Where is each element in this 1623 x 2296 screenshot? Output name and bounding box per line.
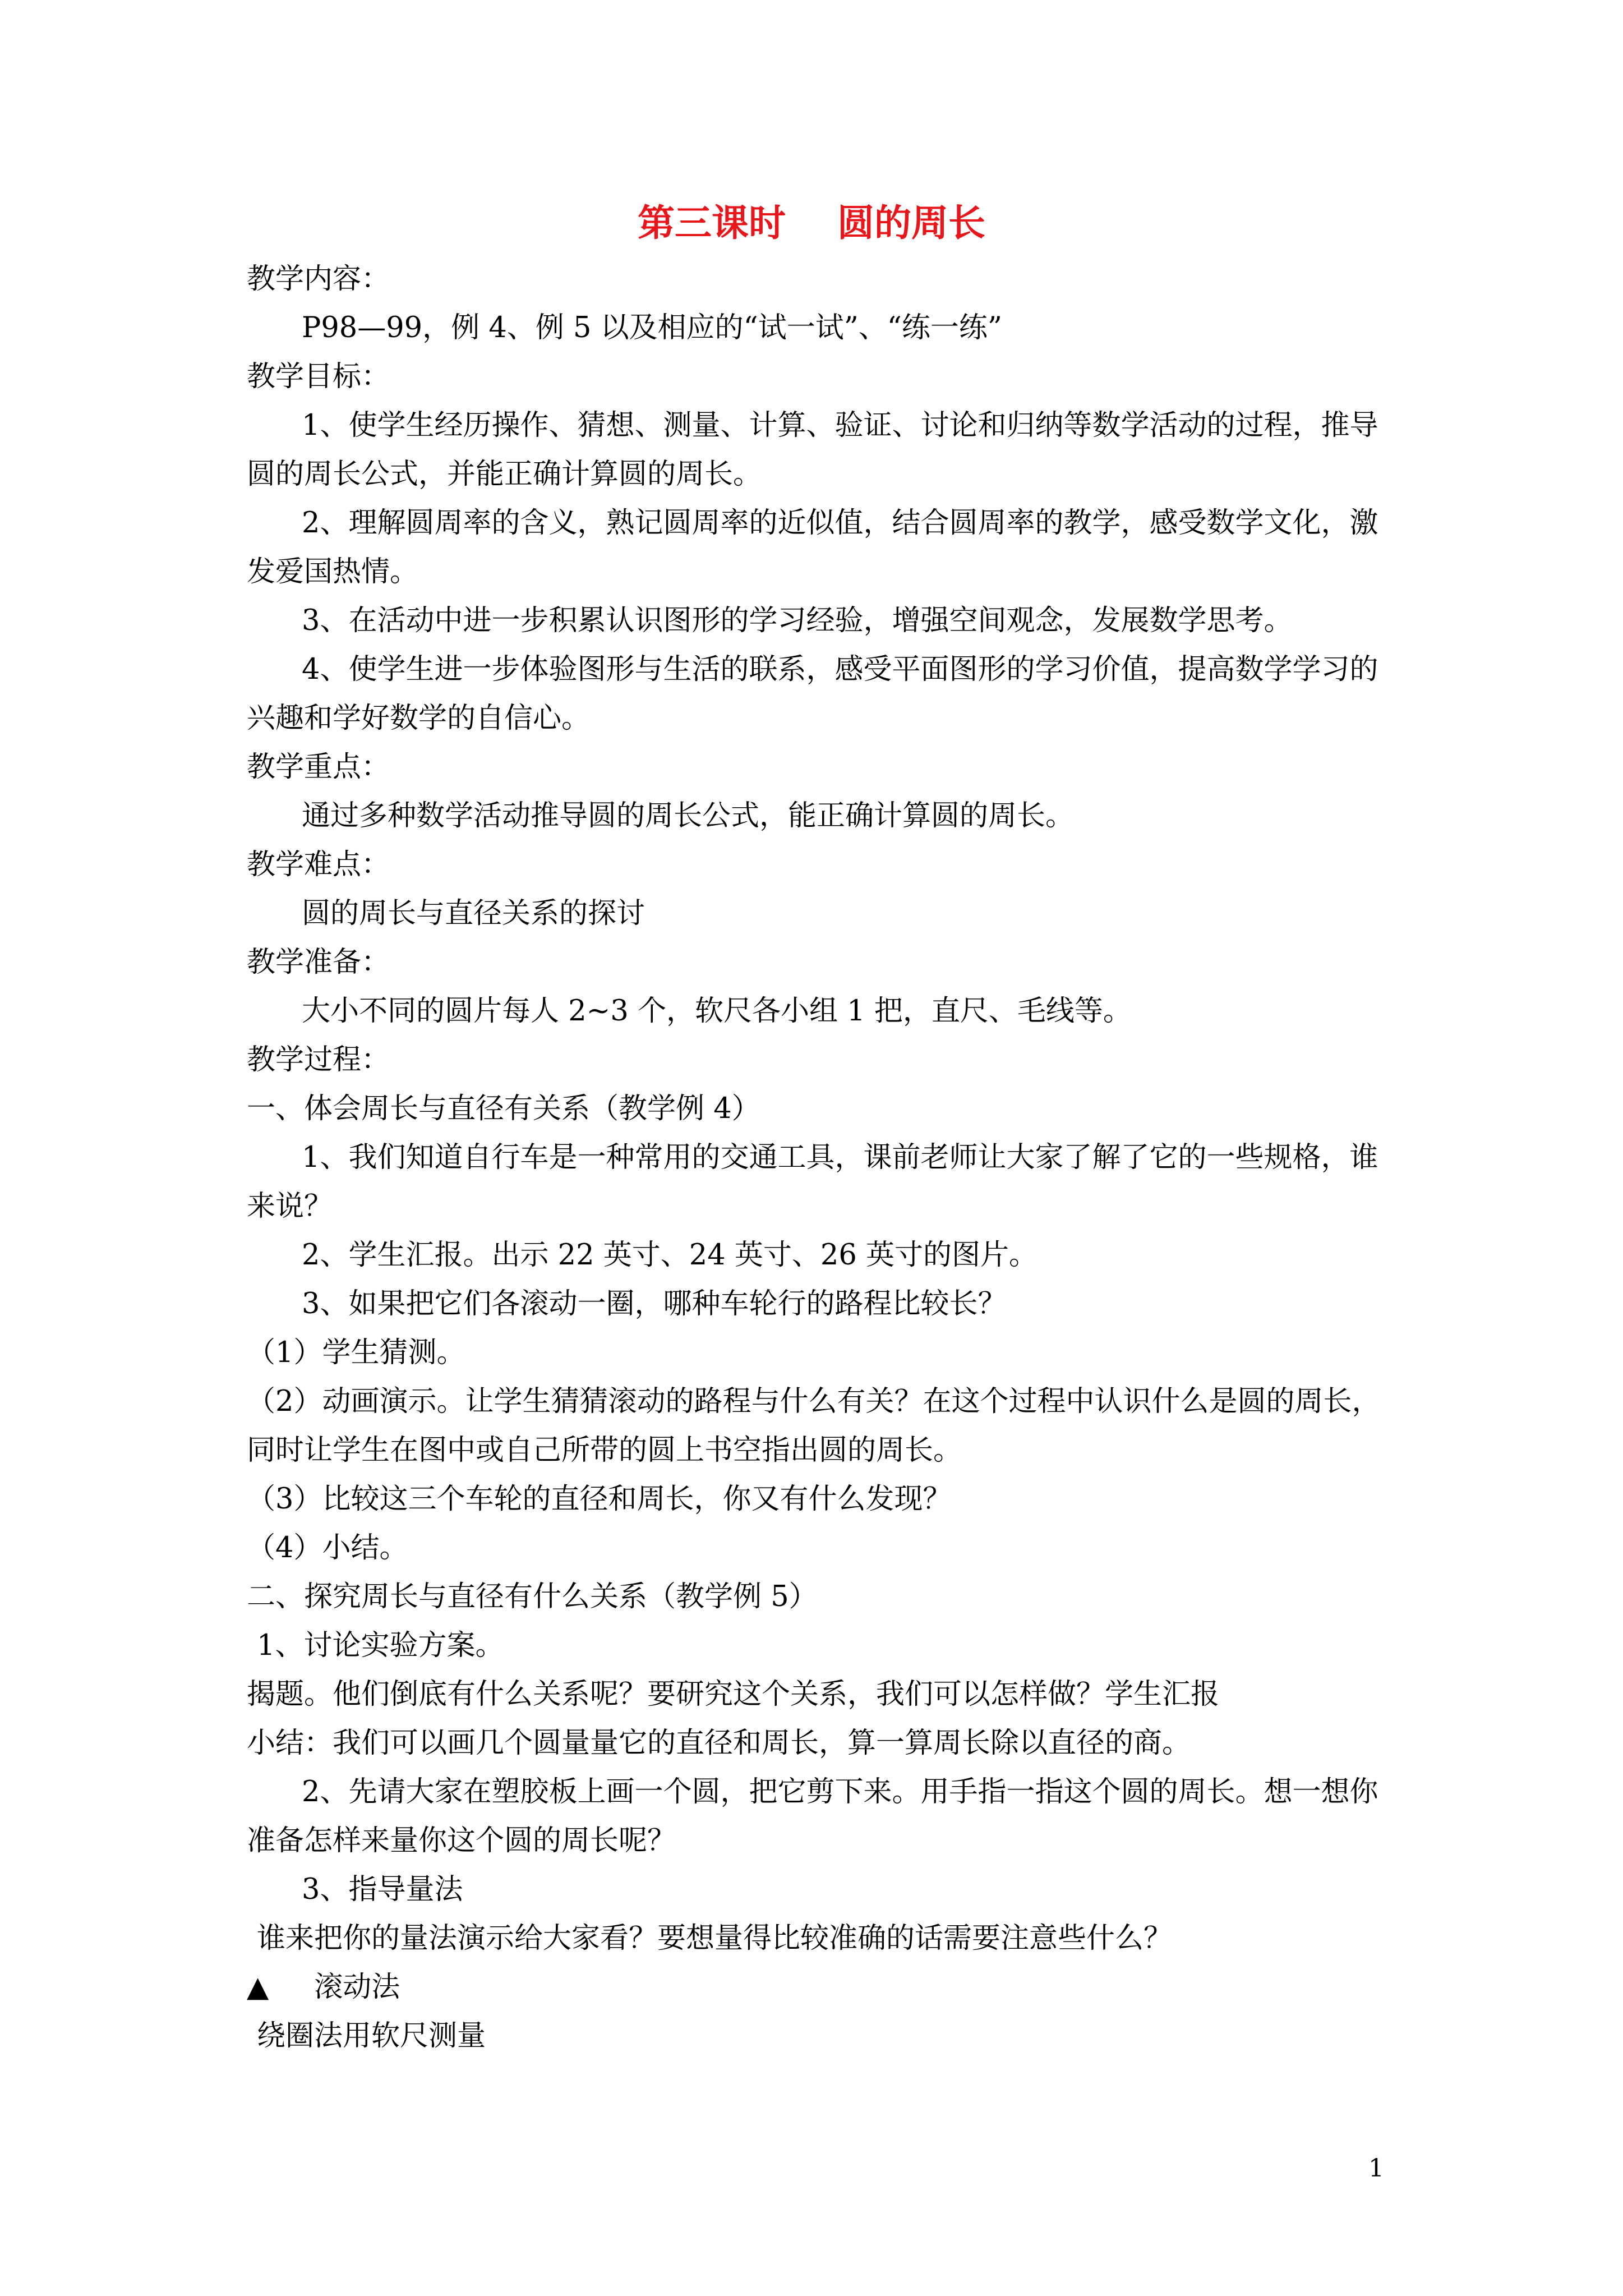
paragraph-line: 同时让学生在图中或自己所带的圆上书空指出圆的周长。 <box>247 1434 962 1467</box>
section-heading-process: 教学过程： <box>247 1043 390 1076</box>
paragraph-line: 1、我们知道自行车是一种常用的交通工具，课前老师让大家了解了它的一些规格，谁 <box>302 1141 1378 1174</box>
document-title: 第三课时 圆的周长 <box>638 201 985 245</box>
paragraph-line: 来说？ <box>247 1190 333 1223</box>
section-heading-objectives: 教学目标： <box>247 360 390 393</box>
section-heading-preparation: 教学准备： <box>247 946 390 979</box>
paragraph-line: 准备怎样来量你这个圆的周长呢？ <box>247 1824 676 1857</box>
paragraph-line: 2、理解圆周率的含义，熟记圆周率的近似值，结合圆周率的教学，感受数学文化，激 <box>302 507 1378 540</box>
section-heading-difficulties: 教学难点： <box>247 848 390 881</box>
paragraph-line: 1、讨论实验方案。 <box>257 1629 504 1662</box>
paragraph-line: （1）学生猜测。 <box>247 1336 465 1369</box>
subsection-heading: 一、体会周长与直径有关系（教学例 4） <box>247 1092 760 1125</box>
paragraph-line: 通过多种数学活动推导圆的周长公式，能正确计算圆的周长。 <box>302 799 1075 832</box>
paragraph-line: 小结：我们可以画几个圆量量它的直径和周长，算一算周长除以直径的商。 <box>247 1727 1191 1760</box>
paragraph-line: 3、如果把它们各滚动一圈，哪种车轮行的路程比较长？ <box>302 1287 1007 1320</box>
paragraph-line: 圆的周长与直径关系的探讨 <box>302 897 645 930</box>
section-heading-key-points: 教学重点： <box>247 751 390 784</box>
paragraph-line: （4）小结。 <box>247 1531 408 1565</box>
paragraph-line: 3、在活动中进一步积累认识图形的学习经验，增强空间观念，发展数学思考。 <box>302 604 1293 637</box>
paragraph-line: P98—99，例 4、例 5 以及相应的“试一试”、“练一练” <box>302 311 1002 344</box>
paragraph-line: 绕圈法用软尺测量 <box>257 2019 486 2053</box>
paragraph-line: 3、指导量法 <box>302 1873 463 1906</box>
paragraph-line: 兴趣和学好数学的自信心。 <box>247 702 591 735</box>
paragraph-line: 2、学生汇报。出示 22 英寸、24 英寸、26 英寸的图片。 <box>302 1239 1038 1272</box>
paragraph-line: 1、使学生经历操作、猜想、测量、计算、验证、讨论和归纳等数学活动的过程，推导 <box>302 409 1378 442</box>
paragraph-line: 2、先请大家在塑胶板上画一个圆，把它剪下来。用手指一指这个圆的周长。想一想你 <box>302 1775 1378 1809</box>
paragraph-line: （3）比较这三个车轮的直径和周长，你又有什么发现？ <box>247 1483 952 1516</box>
section-heading-content: 教学内容： <box>247 263 390 296</box>
subsection-heading: 二、探究周长与直径有什么关系（教学例 5） <box>247 1580 818 1613</box>
paragraph-line: 圆的周长公式，并能正确计算圆的周长。 <box>247 458 762 491</box>
paragraph-line: （2）动画演示。让学生猜猜滚动的路程与什么有关？在这个过程中认识什么是圆的周长， <box>247 1385 1381 1418</box>
paragraph-line: 揭题。他们倒底有什么关系呢？要研究这个关系，我们可以怎样做？学生汇报 <box>247 1678 1220 1711</box>
page-number: 1 <box>1368 2154 1384 2183</box>
paragraph-line: 发爱国热情。 <box>247 555 419 588</box>
paragraph-line: 谁来把你的量法演示给大家看？要想量得比较准确的话需要注意些什么？ <box>257 1922 1173 1955</box>
bullet-line: ▲ 滚动法 <box>247 1971 400 2004</box>
paragraph-line: 大小不同的圆片每人 2~3 个，软尺各小组 1 把，直尺、毛线等。 <box>302 995 1132 1028</box>
paragraph-line: 4、使学生进一步体验图形与生活的联系，感受平面图形的学习价值，提高数学学习的 <box>302 653 1378 686</box>
